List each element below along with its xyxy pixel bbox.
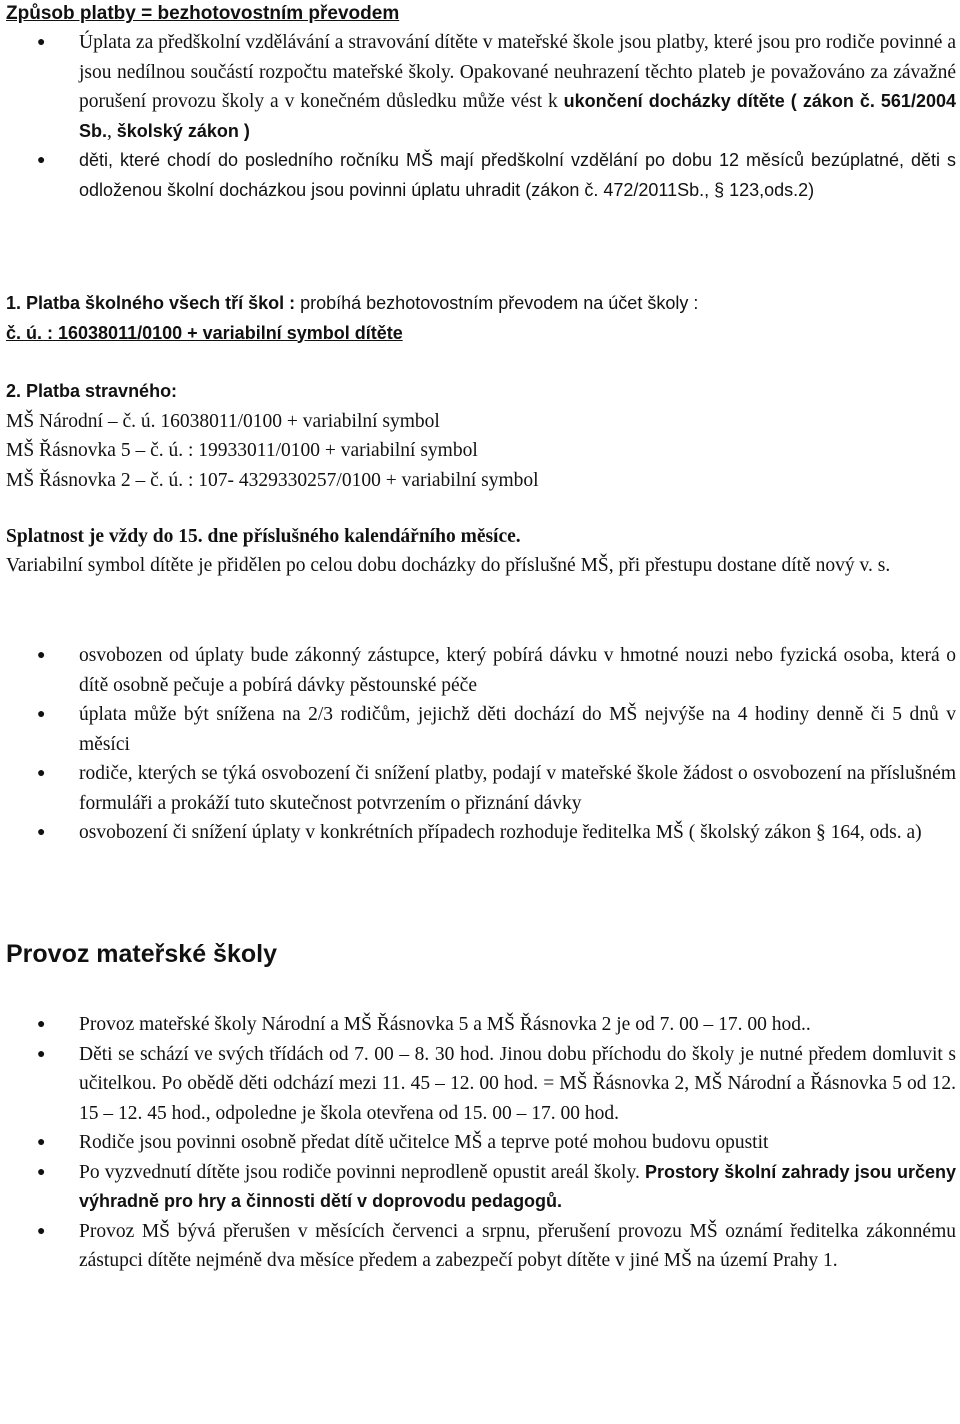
bullet-icon: ● bbox=[37, 1223, 46, 1239]
school-fee-item: 1. Platba školného všech tří škol : probíhá bezhotovostním převodem na účet školy : č. ú. : 16038011/0100 + variabilní symbol dítěte bbox=[6, 293, 699, 343]
account-line: MŠ Národní – č. ú. 16038011/0100 + variabilní symbol bbox=[6, 410, 440, 432]
list-item: ● Úplata za předškolní vzdělávání a stravování dítěte v mateřské škole jsou platby, které jsou pro rodiče povinné a jsou nedílnou součástí rozpočtu mateřské školy. Opakované neuhrazení těchto plateb je považováno za závažné porušení provozu školy a v konečném důsledku může vést k ukončení docházky dítěte ( zákon č. 561/2004 Sb., školský zákon ) bbox=[0, 28, 960, 146]
operation-list bbox=[0, 1010, 960, 1276]
list-item: ● osvobození či snížení úplaty v konkrétních případech rozhoduje ředitelka MŠ ( školský zákon § 164, ods. a) bbox=[0, 818, 960, 848]
bullet-icon: ● bbox=[37, 1135, 46, 1150]
account-line: MŠ Řásnovka 2 – č. ú. : 107- 4329330257/0100 + variabilní symbol bbox=[6, 469, 539, 491]
list-item: ● osvobozen od úplaty bude zákonný zástupce, který pobírá dávku v hmotné nouzi nebo fyzická osoba, která o dítě osobně pečuje a pobírá dávky pěstounské péče bbox=[0, 641, 960, 700]
payment-heading: Způsob platby = bezhotovostním převodem bbox=[6, 3, 400, 24]
list-item: ● Rodiče jsou povinni osobně předat dítě učitelce MŠ a teprve poté mohou budovu opustit bbox=[0, 1128, 960, 1158]
bullet-icon: ● bbox=[37, 1046, 46, 1062]
bullet-icon: ● bbox=[37, 153, 46, 168]
list-item: ● Po vyzvednutí dítěte jsou rodiče povinni neprodleně opustit areál školy. Prostory školní zahrady jsou určeny výhradně pro hry a činnosti dětí v doprovodu pedagogů. bbox=[0, 1158, 960, 1217]
bullet-icon: ● bbox=[37, 1164, 46, 1180]
list-item: ● Provoz MŠ bývá přerušen v měsících červenci a srpnu, přerušení provozu MŠ oznámí ředitelka zákonnému zástupci dítěte nejméně dva měsíce předem a zabezpečí pobyt dítěte v jiné MŠ na území Prahy 1. bbox=[0, 1217, 960, 1276]
bullet-icon: ● bbox=[37, 825, 46, 840]
list-item: ● Děti se schází ve svých třídách od 7. 00 – 8. 30 hod. Jinou dobu příchodu do školy je nutné předem domluvit s učitelkou. Po obědě děti odchází mezi 11. 45 – 12. 00 hod. = MŠ Řásnovka 2, MŠ Národní a Řásnovka 5 od 12. 15 – 12. 45 hod., odpoledne je škola otevřena od 15. 00 – 17. 00 hod. bbox=[0, 1040, 960, 1129]
list-item: ● děti, které chodí do posledního ročníku MŠ mají předškolní vzdělání po dobu 12 měsíců bezúplatné, děti s odloženou školní docházkou jsou povinni úplatu uhradit (zákon č. 472/2011Sb., § 123,ods.2) bbox=[0, 146, 960, 205]
bullet-icon: ● bbox=[37, 707, 46, 722]
due-date: Splatnost je vždy do 15. dne příslušného kalendářního měsíce. bbox=[6, 526, 521, 547]
bullet-icon: ● bbox=[37, 35, 46, 50]
bullet-icon: ● bbox=[37, 1017, 46, 1032]
variable-symbol-note: Variabilní symbol dítěte je přidělen po celou dobu docházky do příslušné MŠ, při přestupu dostane dítě nový v. s. bbox=[6, 555, 891, 576]
operation-heading: Provoz mateřské školy bbox=[6, 940, 277, 968]
list-item: ● Provoz mateřské školy Národní a MŠ Řásnovka 5 a MŠ Řásnovka 2 je od 7. 00 – 17. 00 hod.. bbox=[0, 1010, 960, 1040]
account-line: MŠ Řásnovka 5 – č. ú. : 19933011/0100 + variabilní symbol bbox=[6, 440, 478, 461]
bullet-icon: ● bbox=[37, 766, 46, 781]
meal-fee-item: 2. Platba stravného: MŠ Národní – č. ú. 16038011/0100 + variabilní symbol MŠ Řásnovka 5 – č. ú. : 19933011/0100 + variabilní symbol MŠ Řásnovka 2 – č. ú. : 107- 4329330257/0100 + variabilní symbol bbox=[6, 377, 956, 495]
bullet-icon: ● bbox=[37, 648, 46, 663]
list-item: ● rodiče, kterých se týká osvobození či snížení platby, podají v mateřské škole žádost o osvobození na příslušném formuláři a prokáží tuto skutečnost potvrzením o přiznání dávky bbox=[0, 759, 960, 818]
exemptions-list bbox=[0, 641, 960, 848]
list-item: ● úplata může být snížena na 2/3 rodičům, jejichž děti dochází do MŠ nejvýše na 4 hodiny denně či 5 dnů v měsíci bbox=[0, 700, 960, 759]
payment-bullets bbox=[0, 28, 960, 205]
